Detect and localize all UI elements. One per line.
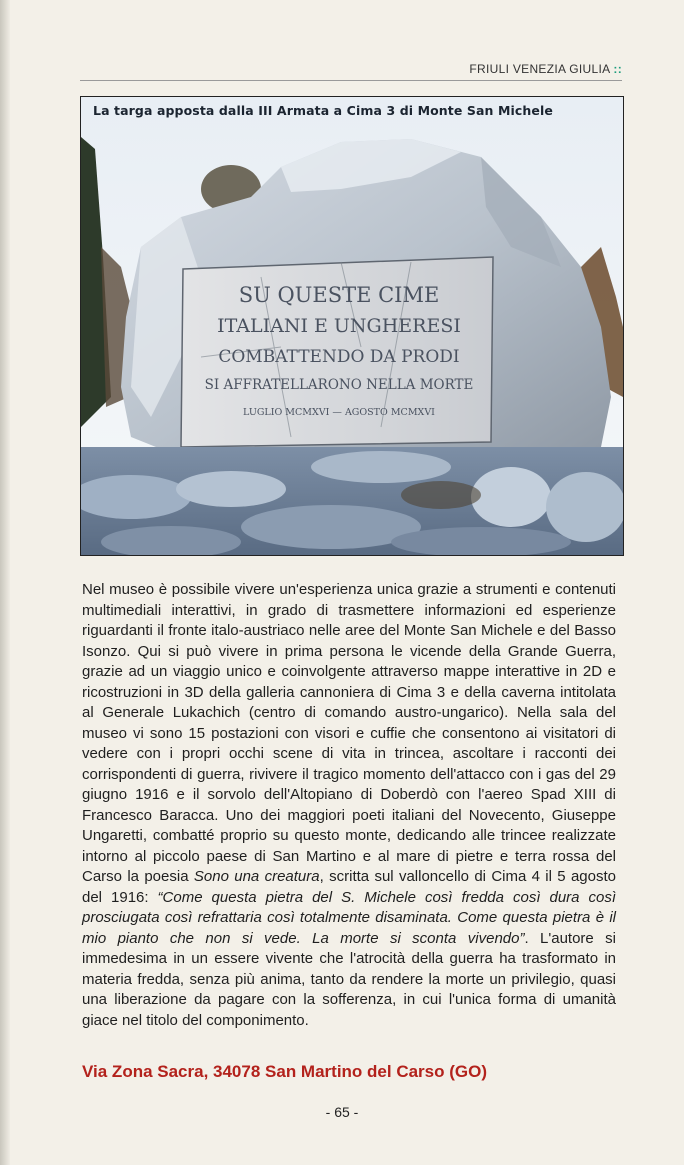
memorial-photo-drawing [81,97,623,555]
header-region: FRIULI VENEZIA GIULIA [469,62,610,76]
body-paragraph [82,580,616,1031]
body-text-part-3: . L'autore si immedesima in un essere vivente che l'atrocità della guerra ha trasformato in materia fredda, senza più anima, tanto da rendere la morte un privilegio, quasi una liberazione da pagare con la sofferenza, in cui l'unica forma di umanità giace nel titolo del componimento. [82,929,616,1029]
poem-title: Sono una creatura [193,868,320,885]
header-rule [80,80,622,81]
inscription-line-3: COMBATTENDO DA PRODI [218,347,460,367]
photo-caption: La targa apposta dalla III Armata a Cima 3 di Monte San Michele [93,103,553,118]
inscription-line-1: SU QUESTE CIME [238,283,440,307]
inscription-line-4: SI AFFRATELLARONO NELLA MORTE [204,377,474,393]
poem-quote: “Come questa pietra del S. Michele così fredda così dura così prosciugata così refrattaria così totalmente disaminata. Come questa pietra è il mio pianto che non si vede. La morte si sconta vivendo” [82,888,617,947]
running-header [80,62,622,76]
page-edge [0,0,10,1165]
memorial-photo [80,96,624,556]
header-separator: :: [613,62,622,76]
inscription-line-2: ITALIANI E UNGHERESI [217,315,461,337]
body-text-part-1: Nel museo è possibile vivere un'esperienza unica grazie a strumenti e contenuti multimediali interattivi, in grado di trasmettere informazioni ed esperienze riguardanti il fronte italo-austriaco nelle aree del Monte San Michele e del Basso Isonzo. Qui si può vivere in prima persona le vicende della Grande Guerra, grazie ad un viaggio unico e coinvolgente attraverso mappe interattive in 2D e ricostruzioni in 3D della galleria cannoniera di Cima 3 e della caverna intitolata al Generale Lukachich (centro di comando austro-ungarico). Nella sala del museo vi sono 15 postazioni con visori e cuffie che consentono ai visitatori di vedere con i propri occhi scene di vita in trincea, ascoltare i racconti dei corrispondenti di guerra, rivivere il tragico momento dell'attacco con i gas del 29 giugno 1916 e il sorvolo dell'Altopiano di Doberdò con l'aereo Spad XIII di Francesco Baracca. Uno dei maggiori poeti italiani del Novecento, Giuseppe Ungaretti, combatté proprio su questo monte, dedicando alle trincee realizzate intorno al piccolo paese di San Martino e al mare di pietre e terra rossa del Carso la poesia [82,581,616,885]
inscription-line-5: LUGLIO MCMXVI — AGOSTO MCMXVI [243,407,435,418]
page-number: - 65 - [325,1104,359,1120]
address: Via Zona Sacra, 34078 San Martino del Carso (GO) [82,1062,487,1081]
body-text-part-2: , scritta sul valloncello di Cima 4 il 5 agosto del 1916: [82,868,617,906]
